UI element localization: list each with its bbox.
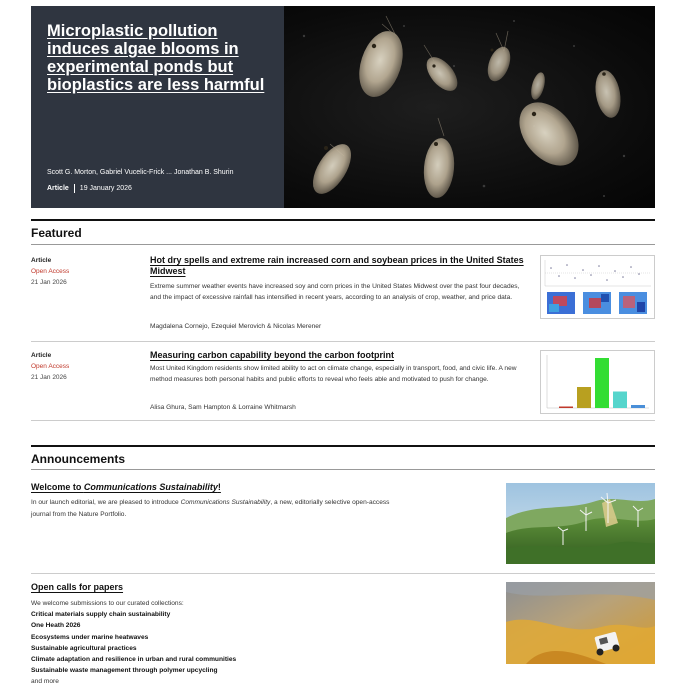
announcements-heading-rule <box>31 469 655 470</box>
collection-link[interactable]: Sustainable agricultural practices <box>31 644 137 652</box>
welcome-announcement-text <box>31 497 411 521</box>
thumbnail-figure-bars <box>541 351 654 413</box>
featured-article-card <box>31 255 655 340</box>
collection-link[interactable]: Critical materials supply chain sustainability <box>31 611 171 619</box>
article-description: Most United Kingdom residents show limited ability to act on climate change, especially in transport, food, and civic life. A new method measures both personal habits and public efforts to reveal who feels able and motivated to push for change. <box>150 365 517 383</box>
article-type: Article <box>31 257 52 264</box>
hero-article-type: Article <box>47 185 69 192</box>
article-title-link[interactable]: Hot dry spells and extreme rain increased corn and soybean prices in the United States Midwest <box>150 255 524 276</box>
hero-authors: Scott G. Morton, Gabriel Vucelic-Frick ... Jonathan B. Shurin <box>47 169 234 176</box>
welcome-image-wind-turbines[interactable] <box>506 483 655 564</box>
welcome-title-suffix: ! <box>217 482 221 492</box>
open-calls-intro: We welcome submissions to our curated collections: <box>31 600 184 607</box>
article-meta <box>31 350 141 383</box>
article-date: 21 Jan 2026 <box>31 374 67 381</box>
thumbnail-bar <box>631 405 645 408</box>
collection-link[interactable]: Climate adaptation and resilience in urban and rural communities <box>31 656 237 664</box>
announcements-top-rule <box>31 445 655 447</box>
article-thumbnail-bar-chart[interactable] <box>540 350 655 414</box>
thumbnail-bar <box>613 392 627 409</box>
collection-link[interactable]: One Heath 2026 <box>31 622 81 630</box>
thumbnail-bar <box>595 358 609 408</box>
hero-date: 19 January 2026 <box>79 185 132 192</box>
zooplankton-illustration <box>284 6 655 208</box>
welcome-text-journal: Communications Sustainability <box>180 499 271 506</box>
article-authors: Alisa Ghura, Sam Hampton & Lorraine Whitmarsh <box>150 404 296 411</box>
welcome-text-part2: , a new, editorially selective open-access journal from the Nature Portfolio. <box>31 499 390 518</box>
wind-turbines-illustration <box>506 483 655 564</box>
welcome-text-part1: In our launch editorial, we are pleased to introduce <box>31 499 181 506</box>
hero-banner[interactable] <box>31 6 655 208</box>
hero-meta-divider <box>74 184 75 193</box>
thumbnail-figure-maps <box>541 256 654 318</box>
open-calls-image-mining[interactable] <box>506 582 655 664</box>
article-date: 21 Jan 2026 <box>31 279 67 286</box>
featured-heading: Featured <box>31 226 82 240</box>
open-access-badge: Open Access <box>31 268 70 275</box>
article-description: Extreme summer weather events have increased soy and corn prices in the United States Midwest over the past four decades, and the impact of excessive rainfall has intensified in recent years, according to an analysis of crop, weather, and price data. <box>150 283 520 301</box>
mining-illustration <box>506 582 655 664</box>
open-access-badge: Open Access <box>31 363 70 370</box>
hero-text-panel <box>31 6 284 208</box>
hero-title-link[interactable]: Microplastic pollution induces algae blooms in experimental ponds but bioplastics are less harmful <box>47 22 265 94</box>
article-divider <box>31 420 655 421</box>
article-title-link[interactable]: Measuring carbon capability beyond the carbon footprint <box>150 350 395 360</box>
featured-heading-rule <box>31 244 655 245</box>
open-calls-link[interactable]: Open calls for papers <box>31 582 124 592</box>
collection-link[interactable]: Sustainable waste management through polymer upcycling <box>31 667 218 675</box>
article-authors: Magdalena Cornejo, Ezequiel Merovich & Nicolas Merener <box>150 323 322 330</box>
featured-article-card <box>31 350 655 420</box>
featured-top-rule <box>31 219 655 221</box>
article-thumbnail-maps[interactable] <box>540 255 655 319</box>
announcements-heading: Announcements <box>31 452 126 466</box>
article-divider <box>31 341 655 342</box>
open-calls-more: and more <box>31 678 59 686</box>
hero-meta <box>47 184 132 193</box>
welcome-title-journal: Communications Sustainability <box>83 482 218 492</box>
collection-link[interactable]: Ecosystems under marine heatwaves <box>31 633 149 641</box>
open-calls-list <box>31 598 411 688</box>
announcement-divider <box>31 573 655 574</box>
hero-image-zooplankton[interactable] <box>284 6 655 208</box>
welcome-title-prefix: Welcome to <box>31 482 84 492</box>
thumbnail-bar <box>577 387 591 408</box>
article-meta <box>31 255 141 288</box>
thumbnail-bar <box>559 407 573 409</box>
article-type: Article <box>31 352 52 359</box>
welcome-announcement-link[interactable] <box>31 482 221 492</box>
